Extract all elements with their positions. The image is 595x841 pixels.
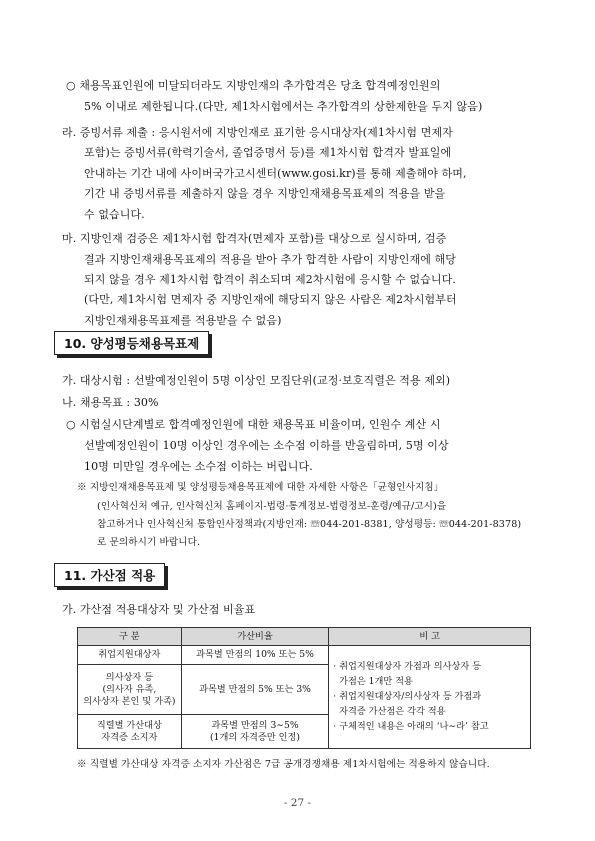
section-11-footnote: ※ 직렬별 가산대상 자격증 소지자 가산점은 7급 공개경쟁채용 제1차시험에는 적용하지 않습니다. xyxy=(77,759,490,770)
category-line: (의사자 유족, xyxy=(102,683,157,695)
item-ma-line: 마. 지방인재 검증은 제1차시험 합격자(면제자 포함)를 대상으로 실시하며, 검증 xyxy=(62,232,447,245)
item-ra-line: 기간 내 증빙서류를 제출하지 않을 경우 지방인재채용목표제의 적용을 받을 xyxy=(84,187,446,200)
section-10-item-ga: 가. 대상시험 : 선발예정인원이 5명 이상인 모집단위(교정·보호직렬은 적용 제외) xyxy=(62,374,451,387)
table-cell-ratio xyxy=(181,715,329,749)
note-line: · 취업지원대상자 가점과 의사상자 등 xyxy=(333,661,482,672)
bonus-ratio-table xyxy=(77,627,531,749)
note-line: · 취업지원대상자/의사상자 등 가점과 xyxy=(333,691,482,702)
item-ra-line: 포함)는 증빙서류(학력기술서, 졸업증명서 등)를 제1차시험 합격자 발표일에 xyxy=(84,146,452,159)
item-ra-line: 라. 증빙서류 제출 : 응시원서에 지방인재로 표기한 응시대상자(제1차시험 면제자 xyxy=(62,126,453,139)
table-cell-category xyxy=(78,665,182,715)
section-10-bullet-line: 선발예정인원이 10명 이상인 경우에는 소수점 이하를 반올림하며, 5명 이상 xyxy=(84,439,449,452)
table-row xyxy=(78,646,531,665)
bullet-line: 5% 이내로 제한됩니다.(다만, 제1차시험에서는 추가합격의 상한제한을 두지 않음) xyxy=(84,100,483,113)
table-cell-ratio: 과목별 만점의 5% 또는 3% xyxy=(181,665,329,715)
table-header-ratio: 가산비율 xyxy=(181,628,329,646)
ratio-line: (1개의 자격증만 인정) xyxy=(210,731,300,743)
table-header-row xyxy=(78,628,531,646)
note-line: · 구체적인 내용은 아래의 ‘나∼라’ 참고 xyxy=(333,721,489,732)
category-line: 의사상자 등 xyxy=(105,671,153,683)
bullet-line: ○ 채용목표인원에 미달되더라도 지방인재의 추가합격은 당초 합격예정인원의 xyxy=(66,79,441,92)
section-11-item-ga: 가. 가산점 적용대상자 및 가산점 비율표 xyxy=(62,603,256,616)
category-line: 의사상자 본인 및 가족) xyxy=(83,695,176,707)
item-ra-line: 안내하는 기간 내에 사이버국가고시센터(www.gosi.kr)를 통해 제출해야 하며, xyxy=(84,167,467,180)
section-10-note-line: (인사혁신처 예규, 인사혁신처 홈페이지-법령·통계정보-법령정보-훈령/예규/고시)을 xyxy=(97,501,447,512)
section-10-note-line: 참고하거나 인사혁신처 통합인사정책과(지방인재: ☏044-201-8381, 양성평등: ☏044-201-8378) xyxy=(97,519,522,530)
note-line: 자격증 가산점은 각각 적용 xyxy=(333,706,446,717)
table-cell-category: 취업지원대상자 xyxy=(78,646,182,665)
category-line: 자격증 소지자 xyxy=(101,731,158,743)
page-number: - 27 - xyxy=(283,797,312,809)
section-10-bullet-line: ○ 시험실시단계별로 합격예정인원에 대한 채용목표 비율이며, 인원수 계산 시 xyxy=(66,418,441,431)
item-ma-line: 결과 지방인재채용목표제의 적용을 받아 추가 합격한 사람이 지방인재에 해당 xyxy=(84,253,457,266)
section-10-bullet-line: 10명 미만일 경우에는 소수점 이하는 버립니다. xyxy=(84,460,313,473)
table-cell-ratio: 과목별 만점의 10% 또는 5% xyxy=(181,646,329,665)
note-line: 가점은 1개만 적용 xyxy=(333,676,413,687)
table-header-category: 구 분 xyxy=(78,628,182,646)
section-10-note-line: ※ 지방인재채용목표제 및 양성평등채용목표제에 대한 자세한 사항은「균형인사지침」 xyxy=(77,482,444,493)
section-10-item-na: 나. 채용목표 : 30% xyxy=(62,396,159,409)
section-11-heading: 11. 가산점 적용 xyxy=(54,563,165,587)
table-cell-category xyxy=(78,715,182,749)
item-ma-line: (다만, 제1차시험 면제자 중 지방인재에 해당되지 않은 사람은 제2차시험부터 xyxy=(84,293,457,306)
category-line: 직렬별 가산대상 xyxy=(96,719,162,731)
table-cell-note xyxy=(329,646,531,749)
item-ma-line: 되지 않을 경우 제1차시험 합격이 취소되며 제2차시험에 응시할 수 없습니다. xyxy=(84,273,456,286)
item-ma-line: 지방인재채용목표제를 적용받을 수 없음) xyxy=(84,314,282,327)
section-10-note-line: 로 문의하시기 바랍니다. xyxy=(97,537,201,548)
ratio-line: 과목별 만점의 3∼5% xyxy=(211,719,299,731)
table-header-note: 비 고 xyxy=(329,628,531,646)
item-ra-line: 수 없습니다. xyxy=(84,208,145,221)
section-10-heading: 10. 양성평등채용목표제 xyxy=(54,331,209,355)
